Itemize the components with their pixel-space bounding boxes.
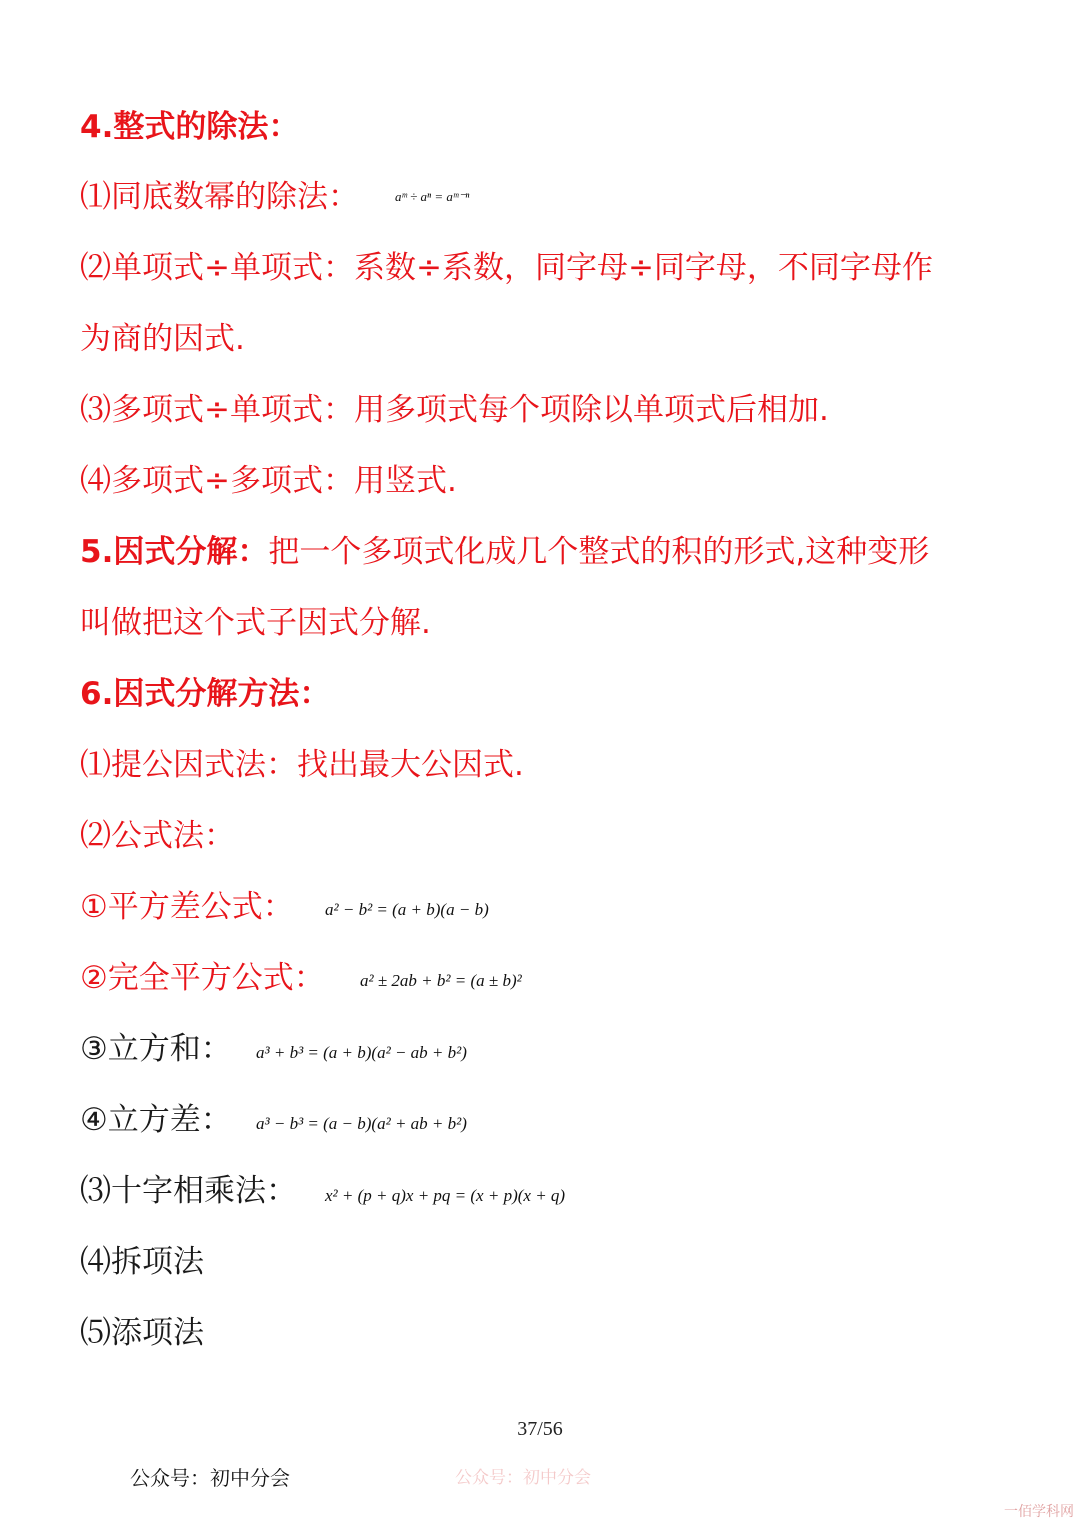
item2-line1: ⑵单项式÷单项式：系数÷系数，同字母÷同字母，不同字母作 [80, 250, 933, 286]
method3-label: ⑶十字相乘法： [80, 1173, 297, 1209]
formula1-label: ①平方差公式： [80, 889, 294, 925]
section5-title: 5.因式分解： [80, 534, 269, 570]
section5-line2: 叫做把这个式子因式分解. [80, 605, 431, 641]
formula2: a² ± 2ab + b² = (a ± b)² [360, 971, 522, 990]
item2-line2: 为商的因式. [80, 321, 245, 357]
method1: ⑴提公因式法：找出最大公因式. [80, 747, 524, 783]
formula4-label: ④立方差： [80, 1102, 232, 1138]
formula3: a³ + b³ = (a + b)(a² − ab + b²) [256, 1043, 467, 1062]
item4: ⑷多项式÷多项式：用竖式. [80, 463, 457, 499]
corner-watermark: 一佰学科网 [1004, 1504, 1074, 1520]
formula4: a³ − b³ = (a − b)(a² + ab + b²) [256, 1114, 467, 1133]
method3-formula: x² + (p + q)x + pq = (x + p)(x + q) [325, 1186, 566, 1205]
section4-title: 4.整式的除法： [80, 109, 300, 145]
footer-watermark: 公众号：初中分会 [455, 1468, 591, 1488]
formula3-label: ③立方和： [80, 1031, 232, 1067]
formula1: a² − b² = (a + b)(a − b) [325, 900, 489, 919]
section6-title: 6.因式分解方法： [80, 676, 331, 712]
item1-label: ⑴同底数幂的除法： [80, 179, 359, 215]
formula2-label: ②完全平方公式： [80, 960, 325, 996]
page-number: 37/56 [517, 1418, 563, 1440]
section5-text: 把一个多项式化成几个整式的积的形式,这种变形 [268, 534, 930, 570]
method2: ⑵公式法： [80, 818, 235, 854]
section5-line1 [80, 532, 929, 572]
item3: ⑶多项式÷单项式：用多项式每个项除以单项式后相加. [80, 392, 829, 428]
method5: ⑸添项法 [80, 1315, 204, 1351]
footer-account: 公众号：初中分会 [130, 1466, 290, 1490]
method4: ⑷拆项法 [80, 1244, 204, 1280]
item1-formula: aᵐ ÷ aⁿ = aᵐ⁻ⁿ [395, 189, 470, 204]
